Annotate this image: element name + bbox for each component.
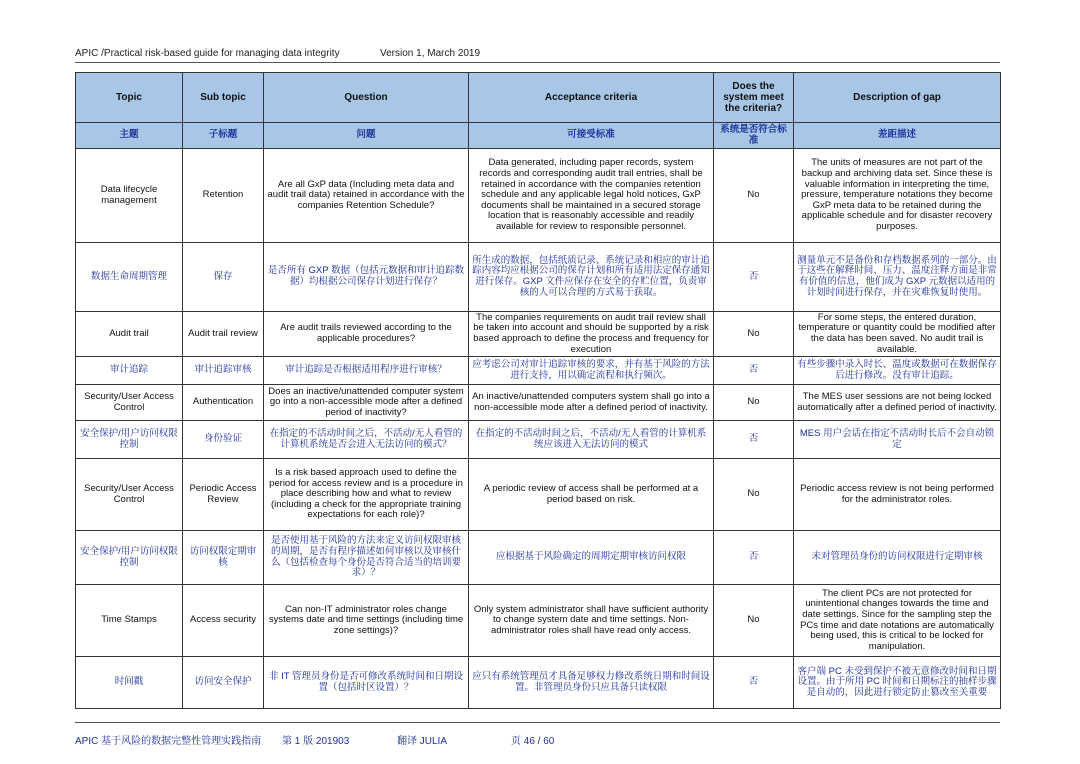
cell-sub-topic: 保存 [183, 243, 264, 312]
cell-sub-topic: Authentication [183, 385, 264, 421]
cell-question: Can non-IT administrator roles change systems date and time settings (including time zone settings)? [264, 585, 469, 657]
cell-criteria: 应根据基于风险确定的周期定期审核访问权限 [469, 531, 714, 585]
cell-question: 是否所有 GXP 数据（包括元数据和审计追踪数据）均根据公司保存计划进行保存？ [264, 243, 469, 312]
col-sub-topic-zh: 子标题 [183, 123, 264, 149]
cell-topic: Audit trail [76, 312, 183, 357]
cell-meets: 否 [714, 421, 794, 459]
col-topic: Topic [76, 73, 183, 123]
cell-sub-topic: 访问权限定期审核 [183, 531, 264, 585]
table-row [76, 421, 1001, 459]
cell-gap: The MES user sessions are not being locked automatically after a defined period of inactivity. [794, 385, 1001, 421]
cell-question: 非 IT 管理员身份是否可修改系统时间和日期设置（包括时区设置）？ [264, 657, 469, 709]
col-acceptance-criteria: Acceptance criteria [469, 73, 714, 123]
cell-criteria: 应考虑公司对审计追踪审核的要求，并有基于风险的方法进行支持，用以确定流程和执行频次。 [469, 357, 714, 385]
document-version: Version 1, March 2019 [380, 48, 481, 59]
footer-page-number: 页 46 / 60 [511, 736, 555, 747]
cell-question: Does an inactive/unattended computer system go into a non-accessible mode after a defined period of inactivity? [264, 385, 469, 421]
cell-criteria: Data generated, including paper records, system records and corresponding audit trail entries, shall be retained in accordance with the companies retention schedule and any applicable legal hold notices, GxP documents shall be maintained in a secured storage location that is reasonably accessible and readily available for review to responsible personnel. [469, 149, 714, 243]
cell-topic: Security/User Access Control [76, 385, 183, 421]
header-divider [75, 62, 1000, 63]
cell-gap: 未对管理员身份的访问权限进行定期审核 [794, 531, 1001, 585]
cell-question: 在指定的不活动时间之后，不活动/无人看管的计算机系统是否会进入无法访问的模式？ [264, 421, 469, 459]
table-row [76, 459, 1001, 531]
cell-topic: 审计追踪 [76, 357, 183, 385]
cell-criteria: 应只有系统管理员才具备足够权力修改系统日期和时间设置。非管理员身份只应具备只读权限 [469, 657, 714, 709]
cell-topic: Data lifecycle management [76, 149, 183, 243]
cell-sub-topic: 审计追踪审核 [183, 357, 264, 385]
table-row [76, 312, 1001, 357]
cell-gap: 客户端 PC 未受到保护不被无意修改时间和日期设置。由于所用 PC 时间和日期标注的抽样步骤是自动的，因此进行锁定防止篡改至关重要 [794, 657, 1001, 709]
cell-gap: 有些步骤中录入时长、温度或数据可在数据保存后进行修改。没有审计追踪。 [794, 357, 1001, 385]
col-question-zh: 问题 [264, 123, 469, 149]
cell-gap: MES 用户会话在指定不活动时长后不会自动锁定 [794, 421, 1001, 459]
table-row [76, 531, 1001, 585]
cell-criteria: Only system administrator shall have sufficient authority to change system date and time settings. Non-administrator roles shall have read only access. [469, 585, 714, 657]
table-row [76, 357, 1001, 385]
footer-translator: 翻译 JULIA [397, 736, 448, 747]
cell-topic: Time Stamps [76, 585, 183, 657]
cell-meets: No [714, 585, 794, 657]
cell-meets: 否 [714, 243, 794, 312]
cell-question: Are audit trails reviewed according to the applicable procedures? [264, 312, 469, 357]
cell-sub-topic: Access security [183, 585, 264, 657]
cell-topic: Security/User Access Control [76, 459, 183, 531]
col-question: Question [264, 73, 469, 123]
document-title: APIC /Practical risk-based guide for managing data integrity [75, 48, 340, 59]
cell-sub-topic: Retention [183, 149, 264, 243]
header-row-english [76, 73, 1001, 123]
cell-topic: 安全保护/用户访问权限控制 [76, 421, 183, 459]
col-topic-zh: 主题 [76, 123, 183, 149]
footer-divider [75, 722, 1000, 723]
cell-topic: 安全保护/用户访问权限控制 [76, 531, 183, 585]
cell-question: Are all GxP data (Including meta data and audit trail data) retained in accordance with the companies Retention Schedule? [264, 149, 469, 243]
cell-meets: 否 [714, 531, 794, 585]
cell-gap: Periodic access review is not being performed for the administrator roles. [794, 459, 1001, 531]
cell-criteria: A periodic review of access shall be performed at a period based on risk. [469, 459, 714, 531]
table-row [76, 657, 1001, 709]
cell-sub-topic: Periodic Access Review [183, 459, 264, 531]
cell-sub-topic: 身份验证 [183, 421, 264, 459]
col-acceptance-criteria-zh: 可接受标准 [469, 123, 714, 149]
cell-sub-topic: 访问安全保护 [183, 657, 264, 709]
cell-question: 是否使用基于风险的方法来定义访问权限审核的周期，是否有程序描述如何审核以及审核什么（包括检查每个身份是否符合适当的培训要求）？ [264, 531, 469, 585]
cell-sub-topic: Audit trail review [183, 312, 264, 357]
cell-meets: 否 [714, 657, 794, 709]
cell-gap: The units of measures are not part of the backup and archiving data set. Since these is valuable information in interpreting the time, pressure, temperature notations they become GxP meta data to be retained during the applicable schedule and for disaster recovery purposes. [794, 149, 1001, 243]
cell-question: Is a risk based approach used to define the period for access review and is a procedure in place describing how and what to review (including a check for the appropriate training expectations for each role)? [264, 459, 469, 531]
header-row-chinese [76, 123, 1001, 149]
cell-question: 审计追踪是否根据适用程序进行审核？ [264, 357, 469, 385]
cell-gap: The client PCs are not protected for unintentional changes towards the time and date settings. Since for the sampling step the PCs time and date notations are automatically being used, this is critical to be locked for manipulation. [794, 585, 1001, 657]
table-row [76, 385, 1001, 421]
page-header [75, 48, 1000, 59]
cell-meets: No [714, 312, 794, 357]
cell-gap: For some steps, the entered duration, temperature or quantity could be modified after the data has been saved. No audit trail is available. [794, 312, 1001, 357]
cell-meets: 否 [714, 357, 794, 385]
col-gap-description: Description of gap [794, 73, 1001, 123]
footer-document: APIC 基于风险的数据完整性管理实践指南 [75, 736, 262, 747]
table-row [76, 149, 1001, 243]
cell-meets: No [714, 385, 794, 421]
cell-meets: No [714, 459, 794, 531]
col-gap-description-zh: 差距描述 [794, 123, 1001, 149]
col-meets-criteria-zh: 系统是否符合标准 [714, 123, 794, 149]
cell-criteria: 所生成的数据，包括纸质记录、系统记录和相应的审计追踪内容均应根据公司的保存计划和所有适用法定保存通知进行保存。GXP 文件应保存在安全的存贮位置，负责审核的人可以合理的方式易于获取。 [469, 243, 714, 312]
cell-topic: 数据生命周期管理 [76, 243, 183, 312]
cell-gap: 测量单元不是备份和存档数据系列的一部分。由于这些在解释时间、压力、温度注释方面是非常有价值的信息，他们成为 GXP 元数据以适用的计划时间进行保存，并在灾难恢复时使用。 [794, 243, 1001, 312]
table-row [76, 585, 1001, 657]
cell-criteria: 在指定的不活动时间之后，不活动/无人看管的计算机系统应该进入无法访问的模式 [469, 421, 714, 459]
cell-meets: No [714, 149, 794, 243]
footer-version: 第 1 版 201903 [282, 736, 350, 747]
cell-topic: 时间戳 [76, 657, 183, 709]
cell-criteria: An inactive/unattended computers system shall go into a non-accessible mode after a defined period of inactivity. [469, 385, 714, 421]
table-row [76, 243, 1001, 312]
gap-assessment-table [75, 72, 1001, 709]
col-meets-criteria: Does the system meet the criteria? [714, 73, 794, 123]
col-sub-topic: Sub topic [183, 73, 264, 123]
cell-criteria: The companies requirements on audit trail review shall be taken into account and should be supported by a risk based approach to define the process and frequency for execution [469, 312, 714, 357]
